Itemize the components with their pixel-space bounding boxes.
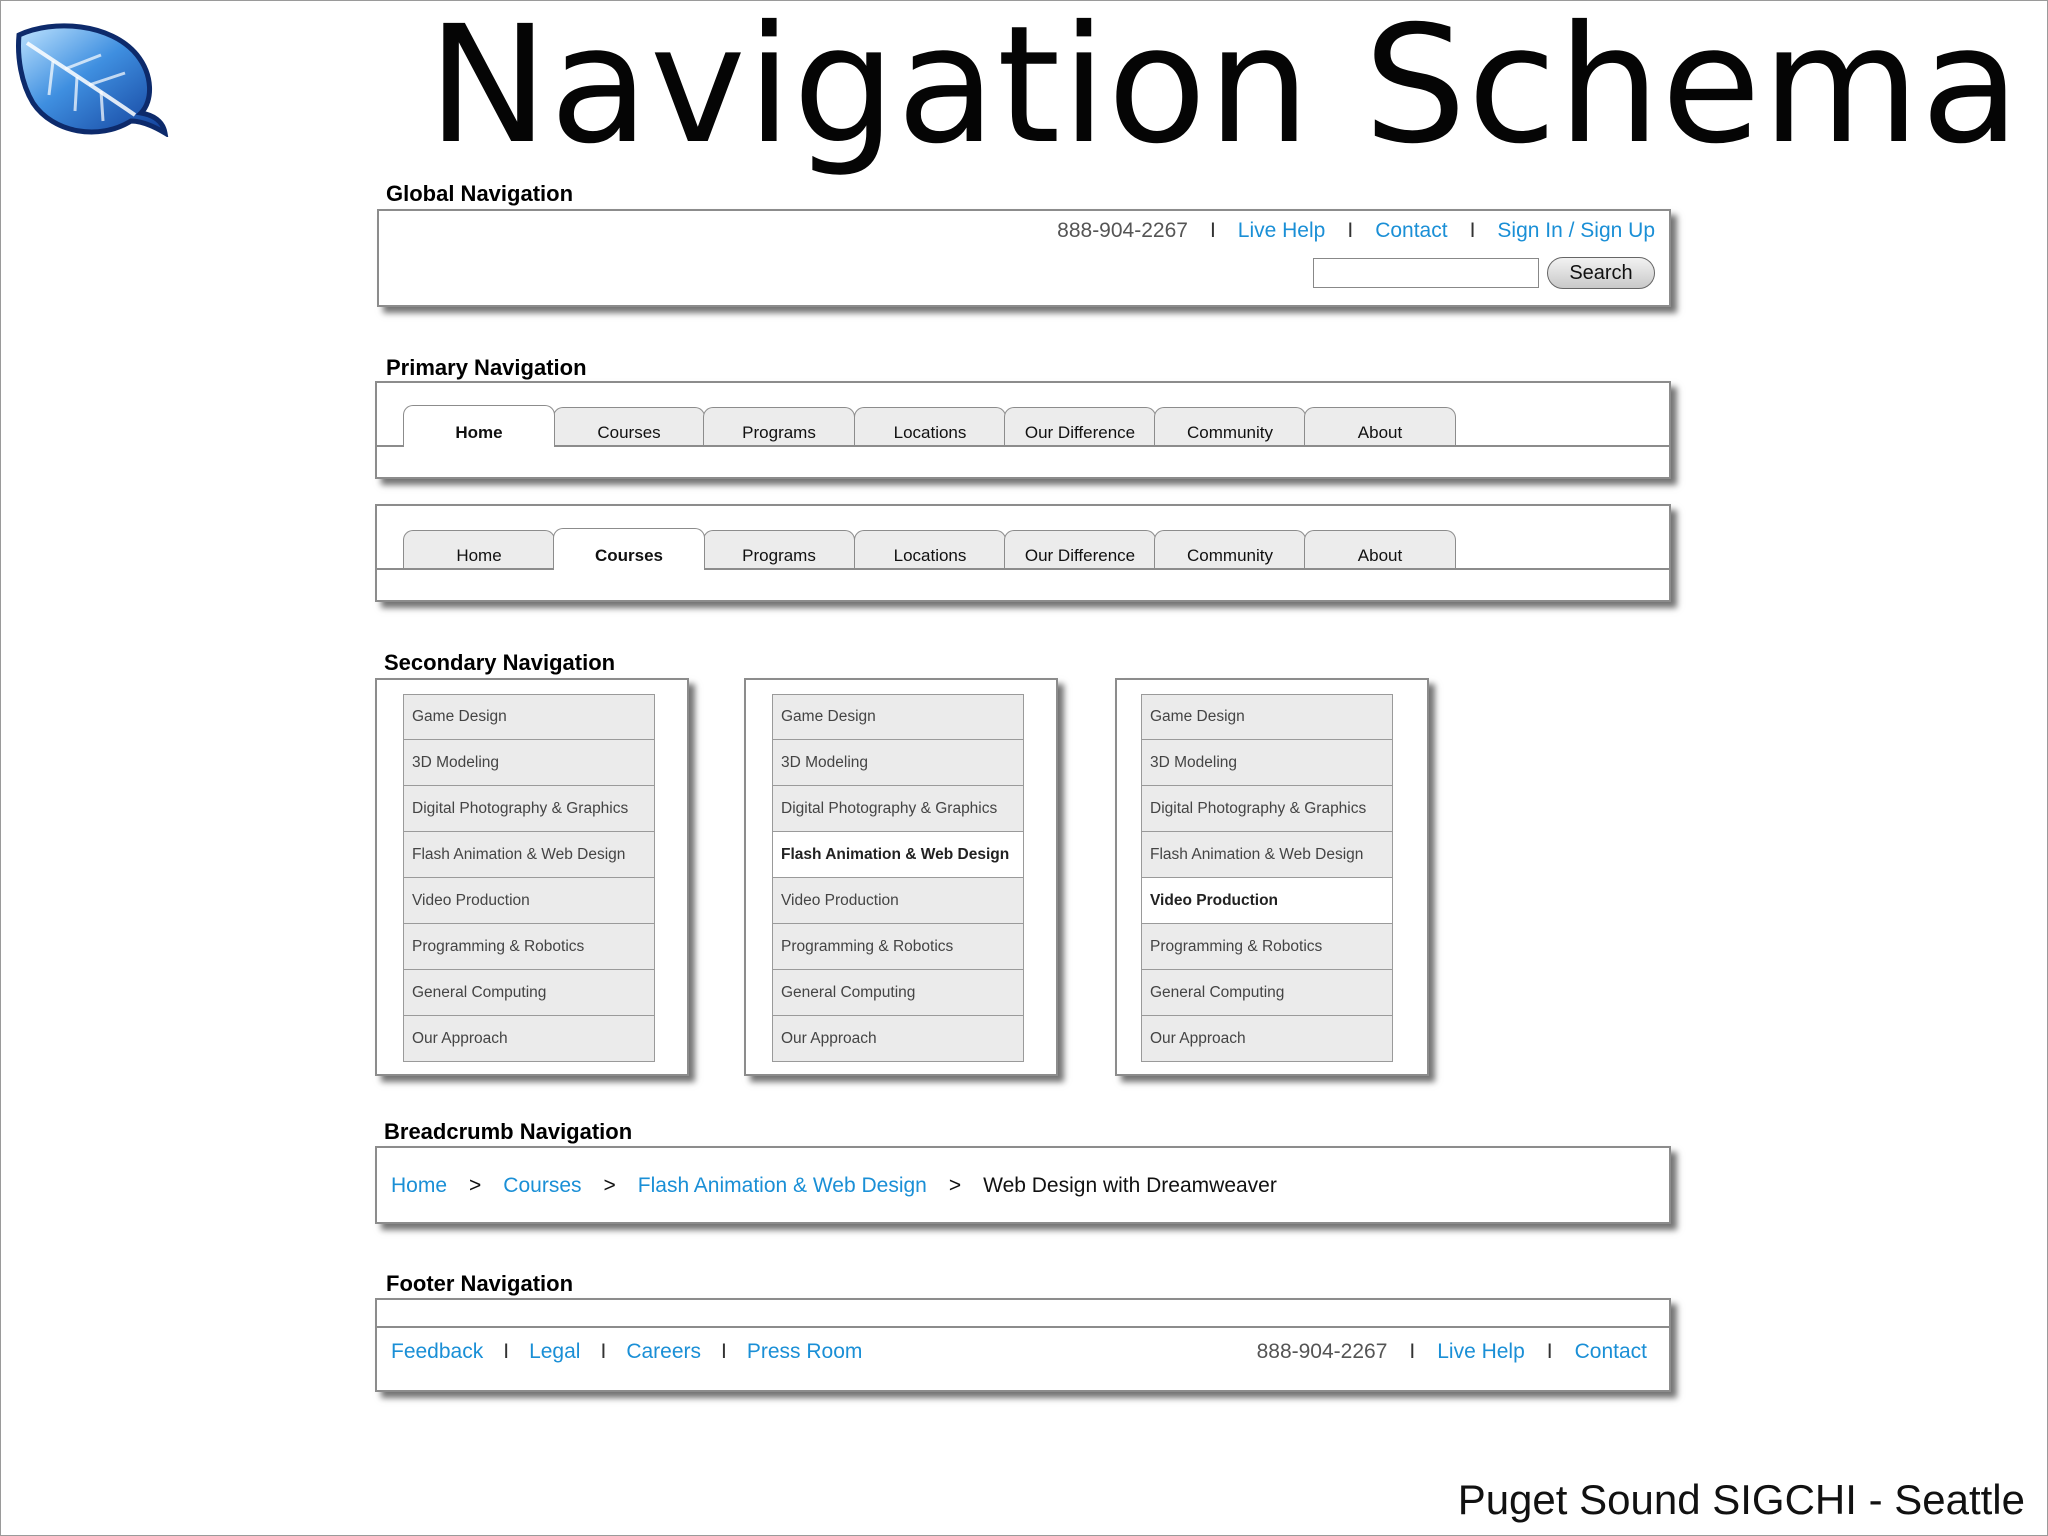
tab-locations[interactable]: Locations: [854, 530, 1006, 570]
subnav-list: [772, 694, 1024, 1062]
tab-community[interactable]: Community: [1154, 530, 1306, 570]
primary-nav-label: Primary Navigation: [386, 355, 587, 380]
tab-courses[interactable]: Courses: [553, 407, 705, 447]
contact-link[interactable]: Contact: [1574, 1340, 1647, 1363]
subnav-item-digital-photography[interactable]: Digital Photography & Graphics: [1141, 786, 1393, 832]
separator: I: [503, 1340, 510, 1363]
footer-divider: [377, 1326, 1669, 1328]
tab-locations[interactable]: Locations: [854, 407, 1006, 447]
footer-links-right: [1257, 1340, 1647, 1364]
subnav-item-video-production[interactable]: Video Production: [772, 878, 1024, 924]
breadcrumb-home[interactable]: Home: [391, 1174, 448, 1197]
careers-link[interactable]: Careers: [626, 1340, 702, 1363]
separator: I: [1347, 219, 1354, 242]
leaf-icon: [13, 15, 173, 137]
separator: I: [600, 1340, 607, 1363]
subnav-item-flash-animation[interactable]: Flash Animation & Web Design: [772, 832, 1024, 878]
secondary-nav-box-2: [744, 678, 1058, 1076]
subnav-item-3d-modeling[interactable]: 3D Modeling: [772, 740, 1024, 786]
separator: I: [1546, 1340, 1553, 1363]
tab-about[interactable]: About: [1304, 407, 1456, 447]
primary-nav-box-2: [375, 504, 1671, 602]
slide-title: Navigation Schema: [427, 0, 2021, 180]
separator: I: [1409, 1340, 1416, 1363]
breadcrumb-flash-animation[interactable]: Flash Animation & Web Design: [637, 1174, 927, 1197]
footer-nav-label: Footer Navigation: [386, 1271, 574, 1296]
breadcrumb-separator: >: [948, 1174, 962, 1197]
tab-about[interactable]: About: [1304, 530, 1456, 570]
sign-in-link[interactable]: Sign In / Sign Up: [1497, 219, 1655, 242]
separator: I: [721, 1340, 727, 1363]
breadcrumb-separator: >: [603, 1174, 616, 1197]
tab-home[interactable]: Home: [403, 530, 555, 570]
phone-number: 888-904-2267: [1256, 1340, 1388, 1363]
global-nav-links: [1057, 219, 1655, 243]
secondary-nav-box-3: [1115, 678, 1429, 1076]
tab-our-difference[interactable]: Our Difference: [1004, 407, 1156, 447]
subnav-item-programming-robotics[interactable]: Programming & Robotics: [772, 924, 1024, 970]
breadcrumb-nav-label: Breadcrumb Navigation: [384, 1119, 633, 1144]
breadcrumb-separator: >: [469, 1174, 482, 1197]
subnav-item-flash-animation[interactable]: Flash Animation & Web Design: [403, 832, 655, 878]
search-button[interactable]: Search: [1547, 257, 1655, 289]
secondary-nav-box-1: [375, 678, 689, 1076]
search-area: [1313, 257, 1655, 289]
tab-bar: [377, 530, 1669, 570]
subnav-item-digital-photography[interactable]: Digital Photography & Graphics: [772, 786, 1024, 832]
subnav-item-3d-modeling[interactable]: 3D Modeling: [403, 740, 655, 786]
global-nav-box: [377, 209, 1671, 307]
phone-number: 888-904-2267: [1057, 219, 1188, 242]
tab-baseline: [377, 445, 1669, 447]
contact-link[interactable]: Contact: [1375, 219, 1448, 242]
subnav-item-programming-robotics[interactable]: Programming & Robotics: [403, 924, 655, 970]
subnav-item-game-design[interactable]: Game Design: [772, 694, 1024, 740]
search-input[interactable]: [1313, 258, 1539, 288]
subnav-list: [1141, 694, 1393, 1062]
subnav-item-video-production[interactable]: Video Production: [1141, 878, 1393, 924]
subnav-item-our-approach[interactable]: Our Approach: [403, 1016, 655, 1062]
legal-link[interactable]: Legal: [529, 1340, 581, 1363]
breadcrumb-current: Web Design with Dreamweaver: [983, 1174, 1277, 1197]
subnav-item-general-computing[interactable]: General Computing: [772, 970, 1024, 1016]
press-room-link[interactable]: Press Room: [746, 1340, 863, 1363]
secondary-nav-label: Secondary Navigation: [384, 650, 616, 675]
footer-links-left: [391, 1340, 862, 1364]
subnav-item-general-computing[interactable]: General Computing: [1141, 970, 1393, 1016]
subnav-item-digital-photography[interactable]: Digital Photography & Graphics: [403, 786, 655, 832]
live-help-link[interactable]: Live Help: [1237, 219, 1326, 242]
live-help-link[interactable]: Live Help: [1437, 1340, 1525, 1363]
tab-programs[interactable]: Programs: [703, 407, 855, 447]
tab-our-difference[interactable]: Our Difference: [1004, 530, 1156, 570]
tab-community[interactable]: Community: [1154, 407, 1306, 447]
separator: I: [1469, 219, 1476, 242]
slide-credit: Puget Sound SIGCHI - Seattle: [1457, 1476, 2025, 1523]
footer-nav-box: [375, 1298, 1671, 1392]
subnav-item-our-approach[interactable]: Our Approach: [1141, 1016, 1393, 1062]
feedback-link[interactable]: Feedback: [391, 1340, 484, 1363]
tab-courses[interactable]: Courses: [553, 528, 705, 570]
subnav-item-game-design[interactable]: Game Design: [403, 694, 655, 740]
primary-nav-box-1: [375, 381, 1671, 479]
breadcrumb: [375, 1146, 1671, 1224]
subnav-list: [403, 694, 655, 1062]
subnav-item-general-computing[interactable]: General Computing: [403, 970, 655, 1016]
subnav-item-video-production[interactable]: Video Production: [403, 878, 655, 924]
separator: I: [1209, 219, 1216, 242]
subnav-item-3d-modeling[interactable]: 3D Modeling: [1141, 740, 1393, 786]
subnav-item-game-design[interactable]: Game Design: [1141, 694, 1393, 740]
breadcrumb-courses[interactable]: Courses: [503, 1174, 582, 1197]
tab-home[interactable]: Home: [403, 405, 555, 447]
tab-bar: [377, 407, 1669, 447]
breadcrumb-row: [391, 1174, 1277, 1198]
global-nav-label: Global Navigation: [386, 181, 574, 206]
subnav-item-programming-robotics[interactable]: Programming & Robotics: [1141, 924, 1393, 970]
subnav-item-flash-animation[interactable]: Flash Animation & Web Design: [1141, 832, 1393, 878]
tab-programs[interactable]: Programs: [703, 530, 855, 570]
subnav-item-our-approach[interactable]: Our Approach: [772, 1016, 1024, 1062]
